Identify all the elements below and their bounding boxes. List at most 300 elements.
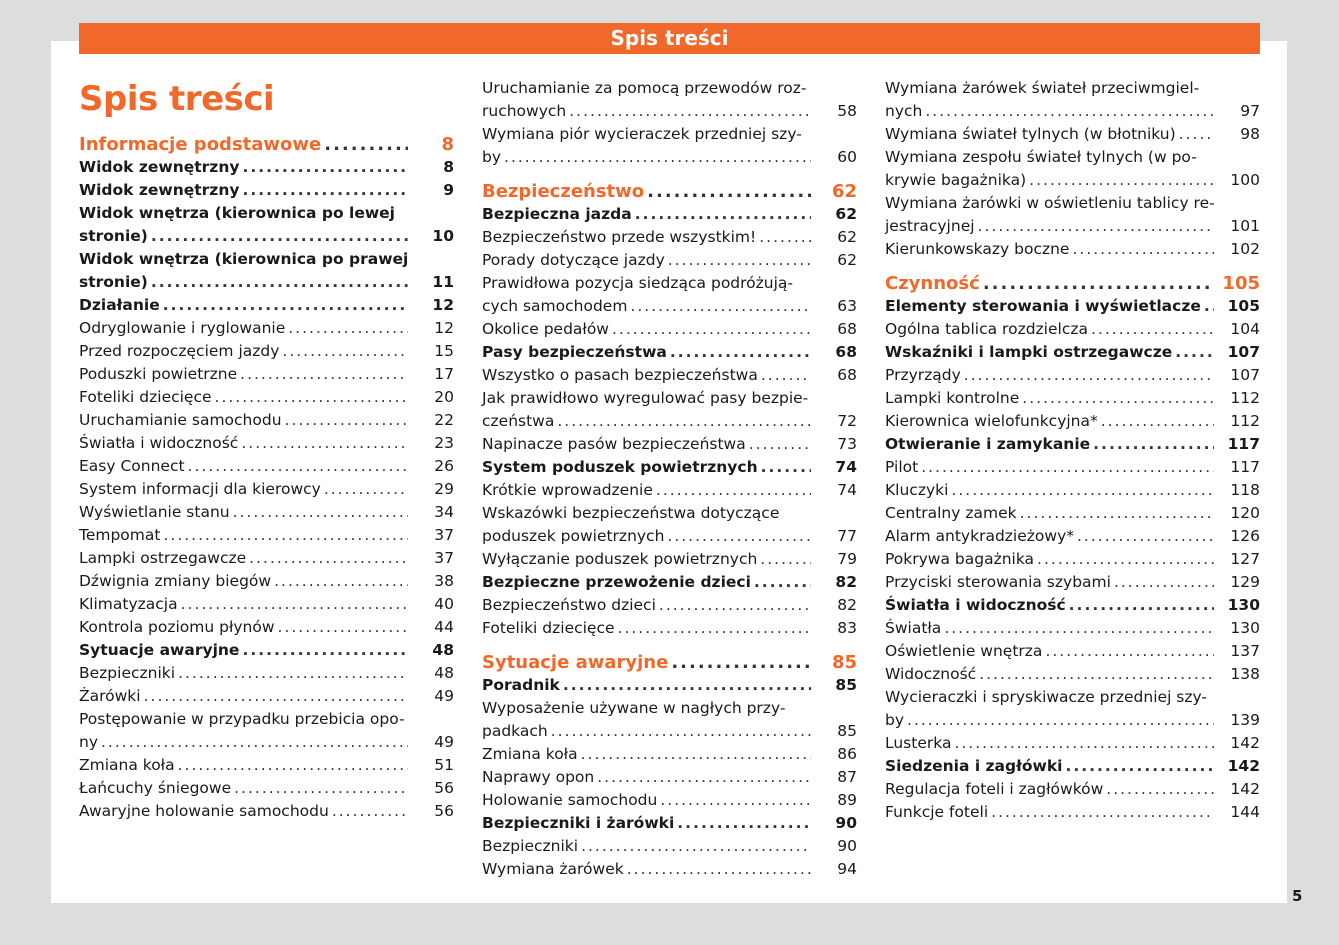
dot-leader — [761, 456, 811, 479]
toc-page-number: 40 — [434, 595, 454, 613]
toc-page-number: 74 — [837, 481, 857, 499]
toc-entry[interactable] — [79, 386, 454, 409]
toc-page-number: 20 — [434, 388, 454, 406]
toc-entry-title: Wyświetlanie stanu — [79, 503, 230, 521]
toc-section-heading[interactable] — [482, 180, 857, 203]
toc-entry-line — [79, 708, 454, 731]
toc-chapter-entry[interactable] — [482, 203, 857, 226]
toc-entry-title: System informacji dla kierowcy — [79, 480, 321, 498]
toc-entry-line — [482, 858, 857, 881]
toc-entry-title: Naprawy opon — [482, 768, 595, 786]
toc-page-number: 68 — [837, 366, 857, 384]
toc-entry[interactable] — [79, 777, 454, 800]
toc-entry[interactable] — [79, 317, 454, 340]
toc-entry[interactable] — [79, 662, 454, 685]
toc-page-number: 29 — [434, 480, 454, 498]
toc-entry-title: stronie) — [79, 227, 148, 245]
dot-leader — [249, 547, 408, 570]
toc-entry-line — [79, 363, 454, 386]
toc-entry[interactable] — [79, 478, 454, 501]
toc-entry-line — [79, 340, 454, 363]
toc-entry-title: Kierunkowskazy boczne — [885, 240, 1070, 258]
dot-leader — [181, 593, 408, 616]
toc-chapter-entry[interactable] — [79, 202, 454, 248]
toc-page-number: 87 — [837, 768, 857, 786]
dot-leader — [285, 409, 408, 432]
dot-leader — [612, 318, 811, 341]
toc-entry-title: Widok wnętrza (kierownica po prawej — [79, 250, 409, 268]
toc-entry-line — [885, 548, 1260, 571]
toc-entry[interactable] — [482, 835, 857, 858]
dot-leader — [1072, 238, 1214, 261]
toc-entry-line — [482, 812, 857, 835]
dot-leader — [630, 295, 811, 318]
page-number: 5 — [1292, 887, 1303, 905]
toc-entry[interactable] — [482, 594, 857, 617]
dot-leader — [163, 524, 408, 547]
dot-leader — [557, 410, 811, 433]
toc-entry-line — [885, 778, 1260, 801]
toc-entry[interactable] — [79, 363, 454, 386]
toc-page-number: 105 — [1227, 297, 1260, 315]
toc-page-number: 139 — [1230, 711, 1260, 729]
toc-entry[interactable] — [885, 123, 1260, 146]
toc-entry-title: Regulacja foteli i zagłówków — [885, 780, 1104, 798]
toc-page-number: 62 — [837, 228, 857, 246]
dot-leader — [551, 720, 811, 743]
dot-leader — [978, 215, 1214, 238]
toc-section-heading[interactable] — [885, 272, 1260, 295]
toc-entry[interactable] — [482, 766, 857, 789]
dot-leader — [671, 651, 811, 674]
toc-entry[interactable] — [885, 525, 1260, 548]
dot-leader — [282, 340, 408, 363]
toc-entry[interactable] — [885, 410, 1260, 433]
toc-entry-line — [482, 341, 857, 364]
toc-page-number: 9 — [443, 181, 454, 199]
toc-page-number: 98 — [1240, 125, 1260, 143]
toc-page-number: 129 — [1230, 573, 1260, 591]
toc-entry-line — [482, 410, 857, 433]
toc-page-number: 26 — [434, 457, 454, 475]
toc-entry-line — [885, 77, 1260, 100]
toc-entry[interactable] — [885, 778, 1260, 801]
toc-entry-title: ruchowych — [482, 102, 567, 120]
toc-entry-line — [79, 616, 454, 639]
dot-leader — [954, 732, 1214, 755]
toc-entry-line — [885, 502, 1260, 525]
toc-page-number: 63 — [837, 297, 857, 315]
toc-column-3 — [885, 77, 1260, 824]
toc-page-number: 62 — [835, 205, 857, 223]
toc-entry-line — [482, 100, 857, 123]
toc-entry-title: Lampki kontrolne — [885, 389, 1020, 407]
toc-page-number: 86 — [837, 745, 857, 763]
toc-entry-line — [79, 271, 454, 294]
toc-page-number: 62 — [831, 181, 857, 202]
toc-entry[interactable] — [79, 409, 454, 432]
toc-chapter-entry[interactable] — [885, 433, 1260, 456]
toc-entry[interactable] — [79, 501, 454, 524]
toc-page-number: 118 — [1230, 481, 1260, 499]
toc-page-number: 107 — [1230, 366, 1260, 384]
toc-entry[interactable] — [79, 800, 454, 823]
toc-entry[interactable] — [482, 364, 857, 387]
toc-page-number: 60 — [837, 148, 857, 166]
toc-entry-title: Postępowanie w przypadku przebicia opo- — [79, 710, 405, 728]
toc-entry-title: Żarówki — [79, 687, 141, 705]
dot-leader — [951, 479, 1214, 502]
toc-entry-line — [885, 594, 1260, 617]
toc-page-number: 90 — [835, 814, 857, 832]
toc-entry[interactable] — [79, 340, 454, 363]
toc-page-number: 126 — [1230, 527, 1260, 545]
dot-leader — [101, 731, 408, 754]
toc-entry[interactable] — [79, 524, 454, 547]
toc-entry-title: Foteliki dziecięce — [482, 619, 615, 637]
toc-section-heading[interactable] — [482, 651, 857, 674]
toc-entry-line — [79, 156, 454, 179]
toc-entry[interactable] — [79, 616, 454, 639]
toc-entry-title: Prawidłowa pozycja siedząca podróżują- — [482, 274, 794, 292]
toc-entry-line — [482, 617, 857, 640]
toc-entry-line — [482, 743, 857, 766]
toc-entry-line — [482, 146, 857, 169]
toc-entry-line — [79, 754, 454, 777]
toc-page-number: 105 — [1222, 273, 1260, 294]
toc-entry[interactable] — [482, 858, 857, 881]
toc-entry-line — [885, 410, 1260, 433]
toc-entry-title: Bezpieczniki — [79, 664, 176, 682]
toc-entry-line — [482, 433, 857, 456]
dot-leader — [1069, 594, 1214, 617]
toc-chapter-entry[interactable] — [482, 674, 857, 697]
toc-page-number: 112 — [1230, 412, 1260, 430]
toc-page-number: 89 — [837, 791, 857, 809]
dot-leader — [656, 479, 811, 502]
toc-chapter-entry[interactable] — [79, 179, 454, 202]
toc-entry-title: Kontrola poziomu płynów — [79, 618, 275, 636]
toc-entry-line — [79, 248, 454, 271]
dot-leader — [964, 364, 1214, 387]
toc-entry-line — [79, 225, 454, 248]
dot-leader — [1091, 318, 1214, 341]
toc-entry[interactable] — [885, 663, 1260, 686]
dot-leader — [1045, 640, 1214, 663]
toc-entry-line — [885, 192, 1260, 215]
toc-entry-title: Światła i widoczność — [79, 434, 239, 452]
dot-leader — [659, 594, 811, 617]
toc-page-number: 37 — [434, 549, 454, 567]
dot-leader — [749, 433, 811, 456]
toc-entry-line — [885, 387, 1260, 410]
toc-page-number: 82 — [835, 573, 857, 591]
toc-entry-title: Lusterka — [885, 734, 952, 752]
toc-entry-title: jestracyjnej — [885, 217, 975, 235]
toc-entry[interactable] — [79, 570, 454, 593]
toc-entry-line — [482, 364, 857, 387]
toc-entry-line — [482, 571, 857, 594]
toc-entry-title: Awaryjne holowanie samochodu — [79, 802, 329, 820]
toc-page-number: 82 — [837, 596, 857, 614]
toc-entry[interactable] — [885, 479, 1260, 502]
toc-chapter-entry[interactable] — [79, 294, 454, 317]
toc-entry[interactable] — [482, 433, 857, 456]
toc-entry[interactable] — [885, 238, 1260, 261]
toc-entry[interactable] — [885, 387, 1260, 410]
toc-entry-title: Widok wnętrza (kierownica po lewej — [79, 204, 395, 222]
toc-entry-line — [885, 364, 1260, 387]
toc-page-number: 127 — [1230, 550, 1260, 568]
toc-page-number: 56 — [434, 802, 454, 820]
toc-entry-line — [482, 651, 857, 674]
toc-entry-title: Wyłączanie poduszek powietrznych — [482, 550, 758, 568]
toc-entry-line — [885, 732, 1260, 755]
toc-page-number: 117 — [1230, 458, 1260, 476]
toc-entry-title: Poradnik — [482, 676, 560, 694]
toc-chapter-entry[interactable] — [482, 571, 857, 594]
toc-entry-title: Odryglowanie i ryglowanie — [79, 319, 286, 337]
toc-chapter-entry[interactable] — [885, 341, 1260, 364]
toc-chapter-entry[interactable] — [79, 156, 454, 179]
toc-entry-title: Widok zewnętrzny — [79, 158, 240, 176]
toc-entry[interactable] — [79, 547, 454, 570]
dot-leader — [274, 570, 408, 593]
toc-entry-title: krywie bagażnika) — [885, 171, 1027, 189]
toc-chapter-entry[interactable] — [79, 248, 454, 294]
toc-entry[interactable] — [482, 502, 857, 548]
toc-page-number: 62 — [837, 251, 857, 269]
toc-entry-title: by — [885, 711, 905, 729]
dot-leader — [1029, 169, 1214, 192]
toc-page-number: 144 — [1230, 803, 1260, 821]
toc-chapter-entry[interactable] — [482, 456, 857, 479]
toc-entry[interactable] — [885, 192, 1260, 238]
toc-page-number: 49 — [434, 687, 454, 705]
toc-entry-line — [482, 548, 857, 571]
toc-entry-title: cych samochodem — [482, 297, 628, 315]
toc-entry-title: Widoczność — [885, 665, 977, 683]
toc-entry-title: stronie) — [79, 273, 148, 291]
toc-entry-line — [885, 433, 1260, 456]
toc-entry-line — [482, 789, 857, 812]
toc-page-number: 117 — [1227, 435, 1260, 453]
toc-entry[interactable] — [482, 272, 857, 318]
toc-entry[interactable] — [482, 318, 857, 341]
toc-entry[interactable] — [885, 318, 1260, 341]
toc-entry[interactable] — [885, 456, 1260, 479]
dot-leader — [178, 662, 408, 685]
dot-leader — [907, 709, 1214, 732]
toc-entry[interactable] — [885, 548, 1260, 571]
dot-leader — [288, 317, 408, 340]
dot-leader — [240, 363, 408, 386]
dot-leader — [635, 203, 811, 226]
toc-entry-line — [885, 479, 1260, 502]
toc-entry[interactable] — [482, 77, 857, 123]
dot-leader — [670, 341, 811, 364]
dot-leader — [1101, 410, 1214, 433]
toc-entry[interactable] — [79, 708, 454, 754]
toc-entry-line — [79, 800, 454, 823]
toc-entry-line — [885, 169, 1260, 192]
toc-entry[interactable] — [79, 754, 454, 777]
dot-leader — [1022, 387, 1214, 410]
toc-entry[interactable] — [885, 686, 1260, 732]
toc-entry-title: Tempomat — [79, 526, 161, 544]
toc-page-number: 68 — [837, 320, 857, 338]
dot-leader — [1179, 123, 1214, 146]
toc-entry[interactable] — [885, 801, 1260, 824]
toc-entry-title: poduszek powietrznych — [482, 527, 665, 545]
toc-entry-title: Porady dotyczące jazdy — [482, 251, 665, 269]
toc-page-number: 112 — [1230, 389, 1260, 407]
toc-entry-title: Bezpieczeństwo — [482, 181, 645, 202]
dot-leader — [1204, 295, 1214, 318]
toc-entry-title: Uruchamianie za pomocą przewodów roz- — [482, 79, 807, 97]
toc-page-number: 48 — [434, 664, 454, 682]
toc-entry[interactable] — [482, 479, 857, 502]
dot-leader — [983, 272, 1214, 295]
toc-page-number: 90 — [837, 837, 857, 855]
toc-entry-line — [885, 318, 1260, 341]
dot-leader — [627, 858, 811, 881]
toc-entry[interactable] — [885, 146, 1260, 192]
toc-entry[interactable] — [885, 732, 1260, 755]
toc-entry-line — [482, 502, 857, 525]
toc-entry[interactable] — [885, 617, 1260, 640]
toc-entry-title: Wymiana żarówki w oświetleniu tablicy re- — [885, 194, 1215, 212]
toc-entry-title: Uruchamianie samochodu — [79, 411, 282, 429]
dot-leader — [188, 455, 408, 478]
toc-entry-title: Bezpieczna jazda — [482, 205, 632, 223]
toc-entry-line — [482, 456, 857, 479]
toc-entry-title: Sytuacje awaryjne — [482, 652, 669, 673]
toc-entry-title: Oświetlenie wnętrza — [885, 642, 1043, 660]
toc-entry-line — [885, 123, 1260, 146]
dot-leader — [761, 364, 811, 387]
toc-entry-line — [482, 203, 857, 226]
toc-chapter-entry[interactable] — [482, 812, 857, 835]
toc-entry[interactable] — [885, 77, 1260, 123]
toc-entry[interactable] — [885, 571, 1260, 594]
toc-entry[interactable] — [482, 548, 857, 571]
dot-leader — [921, 456, 1214, 479]
toc-entry-title: Czynność — [885, 273, 980, 294]
toc-entry[interactable] — [482, 226, 857, 249]
toc-entry[interactable] — [482, 743, 857, 766]
toc-entry[interactable] — [79, 593, 454, 616]
toc-entry-line — [79, 777, 454, 800]
toc-entry[interactable] — [482, 697, 857, 743]
dot-leader — [1037, 548, 1214, 571]
toc-entry-title: Lampki ostrzegawcze — [79, 549, 247, 567]
dot-leader — [581, 835, 811, 858]
toc-page-number: 104 — [1230, 320, 1260, 338]
toc-chapter-entry[interactable] — [885, 295, 1260, 318]
dot-leader — [504, 146, 811, 169]
dot-leader — [151, 225, 408, 248]
toc-entry-line — [885, 640, 1260, 663]
toc-entry-title: Jak prawidłowo wyregulować pasy bezpie- — [482, 389, 809, 407]
toc-page-number: 142 — [1230, 780, 1260, 798]
dot-leader — [925, 100, 1214, 123]
toc-entry[interactable] — [885, 640, 1260, 663]
toc-entry-title: Wymiana żarówek — [482, 860, 624, 878]
toc-entry-line — [885, 295, 1260, 318]
toc-entry-line — [79, 179, 454, 202]
toc-page-number: 85 — [831, 652, 857, 673]
dot-leader — [234, 777, 408, 800]
toc-entry-title: Otwieranie i zamykanie — [885, 435, 1091, 453]
toc-page-number: 51 — [434, 756, 454, 774]
toc-chapter-entry[interactable] — [79, 639, 454, 662]
toc-entry-line — [885, 755, 1260, 778]
toc-entry-line — [885, 686, 1260, 709]
toc-entry-line — [79, 386, 454, 409]
toc-entry-title: Wymiana świateł tylnych (w błotniku) — [885, 125, 1176, 143]
toc-page-number: 97 — [1240, 102, 1260, 120]
toc-entry-title: Sytuacje awaryjne — [79, 641, 240, 659]
toc-entry-title: czeństwa — [482, 412, 555, 430]
toc-entry-line — [79, 409, 454, 432]
toc-page-number: 38 — [434, 572, 454, 590]
toc-entry[interactable] — [482, 789, 857, 812]
dot-leader — [677, 812, 811, 835]
toc-entry-title: Foteliki dziecięce — [79, 388, 212, 406]
toc-entry-title: Wymiana piór wycieraczek przedniej szy- — [482, 125, 802, 143]
toc-entry[interactable] — [482, 387, 857, 433]
toc-entry[interactable] — [885, 364, 1260, 387]
dot-leader — [144, 685, 408, 708]
dot-leader — [242, 179, 408, 202]
toc-entry-title: Funkcje foteli — [885, 803, 989, 821]
toc-entry[interactable] — [79, 455, 454, 478]
dot-leader — [597, 766, 811, 789]
toc-entry[interactable] — [79, 432, 454, 455]
toc-page-number: 44 — [434, 618, 454, 636]
toc-entry[interactable] — [482, 123, 857, 169]
toc-entry[interactable] — [79, 685, 454, 708]
toc-entry[interactable] — [885, 502, 1260, 525]
toc-page-number: 83 — [837, 619, 857, 637]
toc-entry-line — [885, 801, 1260, 824]
toc-chapter-entry[interactable] — [885, 594, 1260, 617]
dot-leader — [241, 432, 408, 455]
toc-entry-line — [79, 662, 454, 685]
toc-chapter-entry[interactable] — [885, 755, 1260, 778]
toc-entry-line — [79, 202, 454, 225]
dot-leader — [754, 571, 811, 594]
toc-entry-line — [482, 77, 857, 100]
toc-section-heading[interactable] — [79, 133, 454, 156]
toc-entry[interactable] — [482, 249, 857, 272]
header-bar — [79, 23, 1260, 54]
toc-entry-title: Bezpieczniki — [482, 837, 579, 855]
toc-entry-title: Elementy sterowania i wyświetlacze — [885, 297, 1201, 315]
dot-leader — [563, 674, 811, 697]
toc-entry-title: Wszystko o pasach bezpieczeństwa — [482, 366, 758, 384]
toc-entry-line — [79, 685, 454, 708]
dot-leader — [178, 754, 408, 777]
toc-page-number: 130 — [1230, 619, 1260, 637]
dot-leader — [163, 294, 408, 317]
toc-page-number: 58 — [837, 102, 857, 120]
toc-chapter-entry[interactable] — [482, 341, 857, 364]
toc-entry-title: nych — [885, 102, 923, 120]
toc-page-number: 15 — [434, 342, 454, 360]
toc-entry[interactable] — [482, 617, 857, 640]
